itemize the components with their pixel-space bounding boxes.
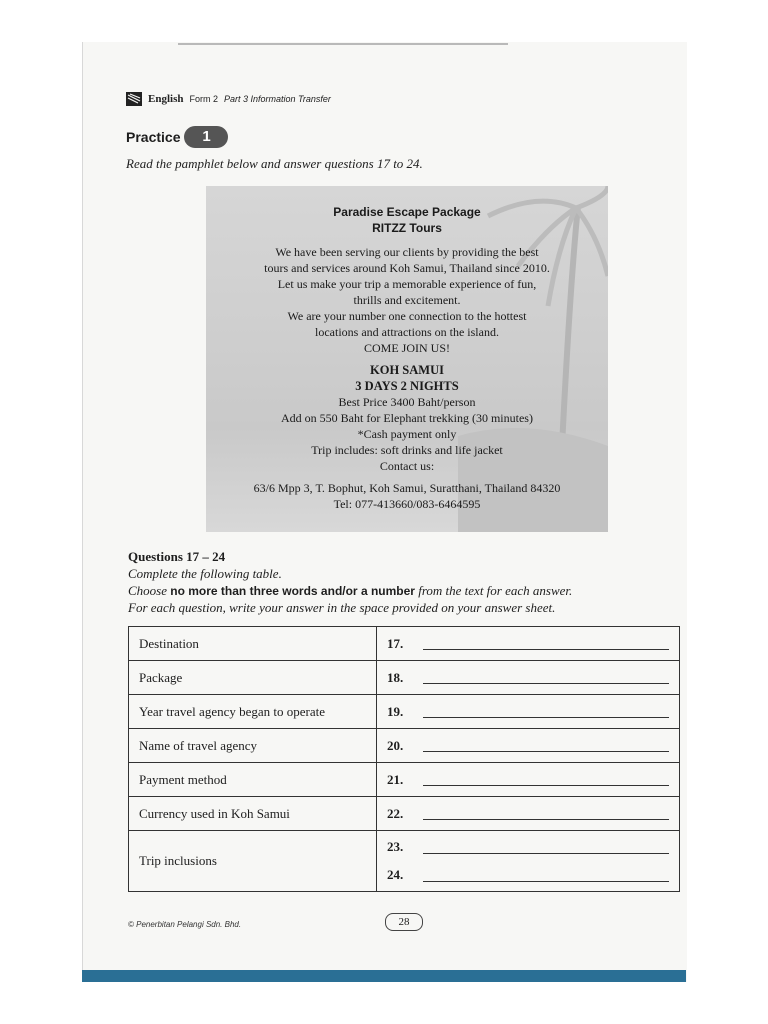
pamphlet-agency: RITZZ Tours — [372, 221, 442, 235]
row-label: Package — [129, 661, 377, 695]
answer-cell[interactable] — [377, 661, 680, 695]
question-number: 24. — [387, 867, 404, 882]
answer-cell[interactable] — [377, 729, 680, 763]
pamphlet-detail: *Cash payment only — [357, 427, 457, 441]
header-form: Form 2 — [189, 94, 218, 104]
questions-heading: Questions 17 – 24 — [128, 549, 226, 564]
row-label: Name of travel agency — [129, 729, 377, 763]
table-row — [129, 627, 680, 661]
row-label: Currency used in Koh Samui — [129, 797, 377, 831]
row-label: Trip inclusions — [129, 831, 377, 892]
page-top-rule — [178, 43, 508, 45]
questions-instruction-2-pre: Choose — [128, 583, 171, 598]
pamphlet-intro-line: thrills and excitement. — [353, 293, 461, 307]
row-label: Payment method — [129, 763, 377, 797]
pamphlet-detail: Contact us: — [379, 459, 435, 473]
pamphlet-intro-line: Let us make your trip a memorable experience of fun, — [277, 277, 537, 291]
answer-cell[interactable] — [377, 627, 680, 661]
instruction-text: Read the pamphlet below and answer questions 17 to 24. — [126, 156, 423, 171]
question-number: 22. — [387, 805, 404, 821]
row-label: Destination — [129, 627, 377, 661]
pamphlet-duration: 3 DAYS 2 NIGHTS — [355, 379, 459, 393]
pamphlet-intro-line: COME JOIN US! — [363, 341, 450, 355]
table-row — [129, 831, 680, 892]
table-row — [129, 797, 680, 831]
question-number: 19. — [387, 703, 404, 719]
book-logo-icon — [126, 92, 142, 106]
answer-blank[interactable] — [423, 671, 669, 684]
answer-blank[interactable] — [423, 637, 669, 650]
answer-cell[interactable] — [377, 763, 680, 797]
answer-table — [128, 626, 680, 892]
questions-instruction-1: Complete the following table. — [128, 566, 282, 581]
answer-blank[interactable] — [423, 773, 669, 786]
table-row — [129, 661, 680, 695]
page-number: 28 — [385, 913, 423, 931]
copyright-text: © Penerbitan Pelangi Sdn. Bhd. — [128, 920, 242, 929]
question-number: 18. — [387, 669, 404, 685]
pamphlet-address: 63/6 Mpp 3, T. Bophut, Koh Samui, Suratthani, Thailand 84320 — [253, 481, 561, 495]
question-number: 20. — [387, 737, 404, 753]
pamphlet-intro-line: tours and services around Koh Samui, Thailand since 2010. — [264, 261, 550, 275]
answer-blank[interactable] — [423, 841, 669, 854]
answer-cell[interactable] — [377, 797, 680, 831]
answer-blank[interactable] — [423, 807, 669, 820]
pamphlet — [206, 186, 608, 532]
answer-cell[interactable] — [377, 831, 680, 892]
answer-blank[interactable] — [423, 869, 669, 882]
pamphlet-detail: Best Price 3400 Baht/person — [338, 395, 476, 409]
question-number: 17. — [387, 635, 404, 651]
pamphlet-intro-line: We have been serving our clients by providing the best — [275, 245, 539, 259]
questions-instruction-2 — [128, 583, 572, 599]
answer-blank[interactable] — [423, 705, 669, 718]
page-bottom-strip — [82, 970, 686, 982]
row-label: Year travel agency began to operate — [129, 695, 377, 729]
header-section: Part 3 Information Transfer — [223, 94, 331, 104]
questions-instruction-2-bold: no more than three words and/or a number — [170, 584, 415, 598]
pamphlet-phone: Tel: 077-413660/083-6464595 — [333, 497, 481, 511]
header-subject: English — [148, 93, 184, 105]
pamphlet-title: Paradise Escape Package — [333, 205, 481, 219]
table-row — [129, 695, 680, 729]
table-row — [129, 729, 680, 763]
pamphlet-intro-line: We are your number one connection to the hottest — [287, 309, 527, 323]
pamphlet-detail: Add on 550 Baht for Elephant trekking (30 minutes) — [281, 411, 533, 425]
questions-instruction-2-post: from the text for each answer. — [414, 583, 573, 598]
running-header — [126, 92, 331, 106]
pamphlet-destination: KOH SAMUI — [370, 363, 444, 377]
pamphlet-detail: Trip includes: soft drinks and life jacket — [311, 443, 503, 457]
answer-blank[interactable] — [423, 739, 669, 752]
question-number: 21. — [387, 771, 404, 787]
questions-instruction-3: For each question, write your answer in the space provided on your answer sheet. — [128, 600, 556, 615]
practice-number-badge: 1 — [184, 126, 228, 148]
answer-cell[interactable] — [377, 695, 680, 729]
table-row — [129, 763, 680, 797]
practice-label: Practice — [126, 129, 181, 145]
question-number: 23. — [387, 839, 404, 854]
practice-heading — [126, 126, 228, 148]
pamphlet-intro-line: locations and attractions on the island. — [315, 325, 499, 339]
